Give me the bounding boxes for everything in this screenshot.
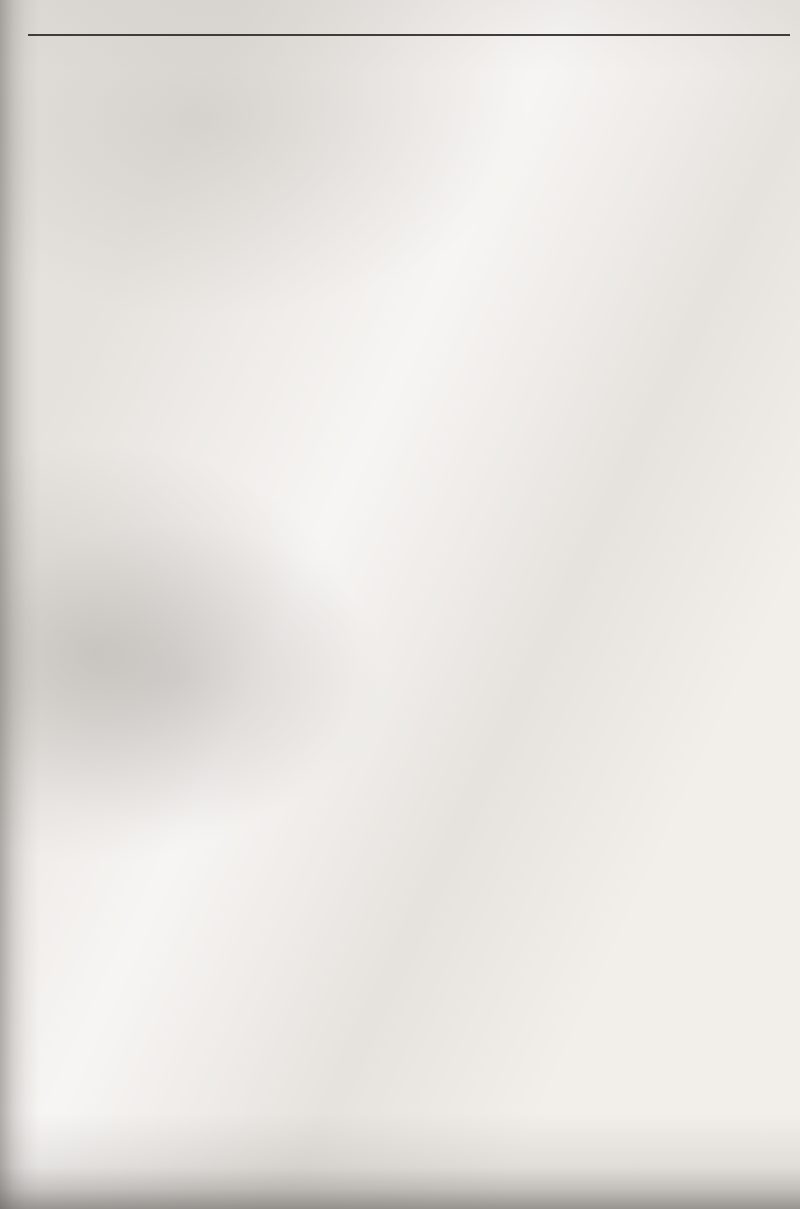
composition-sheet	[28, 34, 790, 36]
